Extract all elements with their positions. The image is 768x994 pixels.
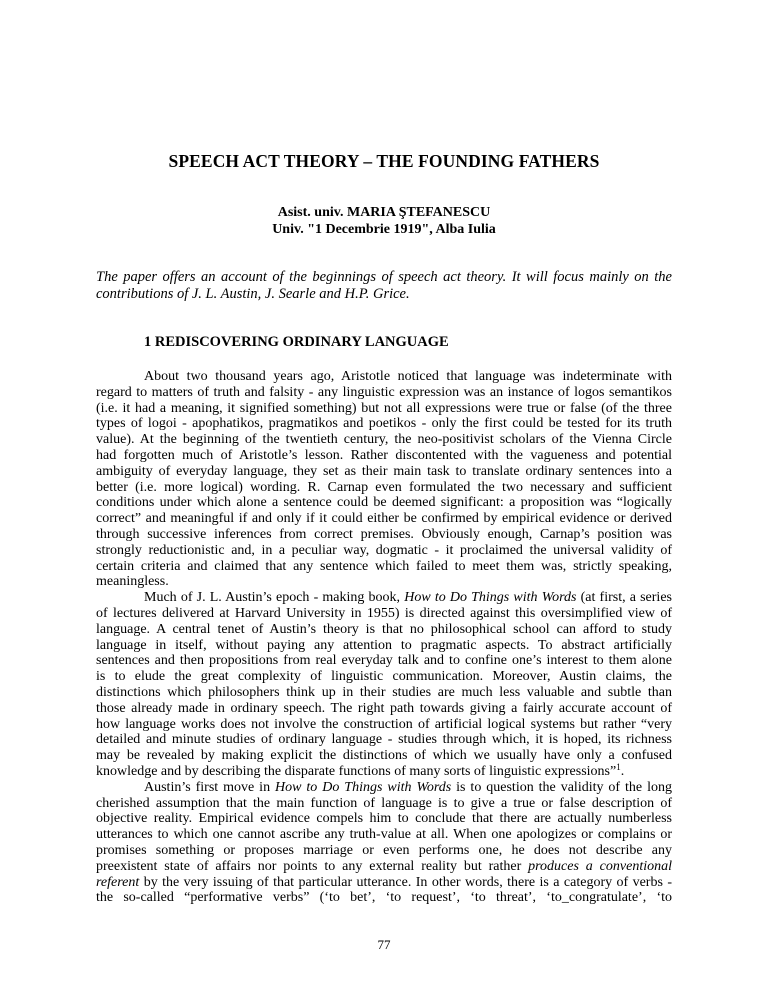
text-line: [96, 606, 672, 622]
text-span: strongly reductionistic and, in a peculiar way, dogmatic - it proclaimed the universal validity of: [96, 542, 672, 558]
text-line: [96, 511, 672, 527]
paper-title: SPEECH ACT THEORY – THE FOUNDING FATHERS: [168, 151, 600, 171]
text-span: About two thousand years ago, Aristotle noticed that language was indeterminate with: [144, 369, 672, 384]
text-span: referent: [96, 874, 140, 890]
text-line: [96, 495, 672, 511]
text-line: [96, 369, 672, 385]
text-line: [96, 827, 672, 843]
text-line: [96, 732, 672, 748]
text-span: may be revealed by making explicit the distinctions of which we usually have only a confused: [96, 748, 672, 764]
text-span: detailed and minute studies of ordinary language - studies through which, it is hoped, its richness: [96, 732, 672, 748]
text-line: [96, 796, 672, 812]
text-line: [96, 448, 672, 464]
text-span: value). At the beginning of the twentieth century, the neo-positivist scholars of the Vienna Circle: [96, 432, 672, 448]
text-span: Austin’s first move in: [144, 779, 276, 795]
text-span: language. A central tenet of Austin’s theory is that no philosophical school can afford to study: [96, 621, 672, 637]
text-span: utterances to which one cannot ascribe any truth-value at all. When one apologizes or complains or: [96, 827, 672, 843]
text-span: of lectures delivered at Harvard University in 1955) is directed against this oversimplified view of: [96, 605, 672, 621]
text-span: contributions of J. L. Austin, J. Searle and H.P. Grice.: [96, 286, 410, 302]
text-span: objective reality. Empirical evidence compels him to conclude that there are actually numberless: [96, 811, 672, 827]
author-affiliation: Univ. "1 Decembrie 1919", Alba Iulia: [272, 222, 496, 237]
text-span: The paper offers an account of the beginnings of speech act theory. It will focus mainly on the: [96, 269, 672, 285]
text-span: how language works does not involve the construction of artificial logical systems but rather “very: [96, 716, 672, 732]
text-span: those already made in ordinary speech. The right path towards giving a fairly accurate account of: [96, 700, 672, 716]
text-span: promises something or proposes marriage or even performs one, he does not describe any: [96, 842, 672, 858]
text-line: [96, 480, 672, 496]
section-heading: 1 REDISCOVERING ORDINARY LANGUAGE: [144, 334, 449, 350]
text-span: through successive inferences from correct premises. Obviously enough, Carnap’s position was: [96, 526, 672, 542]
text-line: [96, 385, 672, 401]
text-span: correct” and meaningful if and only if it could either be confirmed by empirical evidence or derived: [96, 511, 672, 527]
text-line: [96, 811, 672, 827]
text-span: Much of J. L. Austin’s epoch - making book,: [144, 590, 405, 606]
text-line: [96, 622, 672, 638]
text-line: [96, 875, 672, 891]
text-span: (at first, a series: [576, 590, 672, 606]
text-span: ambiguity of everyday language, they set as their main task to translate ordinary sentences into a: [96, 463, 672, 479]
text-line: [96, 416, 672, 432]
text-line: [96, 527, 672, 543]
body-text: [96, 369, 672, 906]
text-span: sentences and then propositions from real everyday talk and to confine one’s interest to them alone: [96, 653, 672, 669]
text-line: [96, 717, 672, 733]
text-span: distinctions which philosophers think up in their studies are much less valuable and subtle than: [96, 684, 672, 700]
text-line: [96, 859, 672, 875]
text-line: [96, 286, 672, 303]
text-line: [96, 401, 672, 417]
text-line: [96, 574, 672, 590]
text-line: [96, 843, 672, 859]
text-line: [96, 890, 672, 906]
text-span: types of logoi - apophatikos, pragmatikos and poetikos - only the first could be tested for its truth: [96, 416, 672, 432]
text-line: [96, 761, 672, 780]
text-line: [96, 543, 672, 559]
text-line: [96, 701, 672, 717]
paragraph: [96, 780, 672, 906]
text-span: conditions under which alone a sentence could be deemed significant: a proposition was “logically: [96, 495, 672, 511]
paragraph: [96, 369, 672, 590]
text-span: regard to matters of truth and falsity - any linguistic expression was an instance of logos semantikos: [96, 384, 672, 400]
text-line: [96, 464, 672, 480]
text-line: [96, 669, 672, 685]
author-name: Asist. univ. MARIA ŞTEFANESCU: [277, 205, 491, 220]
text-line: [96, 780, 672, 796]
footnote-ref: 1: [616, 761, 621, 772]
text-span: is to elude the great complexity of linguistic communication. Moreover, Austin claims, the: [96, 669, 672, 685]
paragraph: [96, 590, 672, 780]
text-line: [96, 269, 672, 286]
text-line: [96, 432, 672, 448]
text-span: .: [620, 763, 625, 779]
text-span: language in itself, without paying any attention to pragmatic aspects. To abstract artificially: [96, 637, 672, 653]
text-line: [96, 638, 672, 654]
text-span: the so-called “performative verbs” (‘to bet’, ‘to request’, ‘to threat’, ‘to_congratulate’, ‘to: [96, 890, 672, 906]
text-span: knowledge and by describing the disparate functions of many sorts of linguistic expressions”: [96, 763, 617, 779]
text-line: [96, 590, 672, 606]
abstract: [96, 269, 672, 303]
text-span: produces a conventional: [528, 858, 672, 874]
text-span: How to Do Things with Words: [275, 779, 452, 795]
text-span: meaningless.: [96, 574, 169, 590]
text-span: is to question the validity of the long: [451, 779, 672, 795]
text-line: [96, 748, 672, 764]
text-line: [96, 685, 672, 701]
text-span: by the very issuing of that particular utterance. In other words, there is a category of verbs -: [139, 874, 672, 890]
page-number: 77: [377, 937, 391, 952]
text-span: preexistent state of affairs nor points to any external reality but rather: [96, 858, 529, 874]
text-line: [96, 653, 672, 669]
text-span: (i.e. it had a meaning, it signified something) but not all expressions were true or false (of the three: [96, 400, 672, 416]
text-span: certain criteria and claimed that any sentence which failed to meet them was, strictly speaking,: [96, 558, 672, 574]
text-span: How to Do Things with Words: [404, 590, 577, 606]
text-span: cherished assumption that the main function of language is to give a true or false description of: [96, 795, 672, 811]
text-span: had forgotten much of Aristotle’s lesson. Rather discontented with the vagueness and potential: [96, 447, 672, 463]
text-line: [96, 559, 672, 575]
text-span: better (i.e. more logical) wording. R. Carnap even formulated the two necessary and sufficient: [96, 479, 672, 495]
